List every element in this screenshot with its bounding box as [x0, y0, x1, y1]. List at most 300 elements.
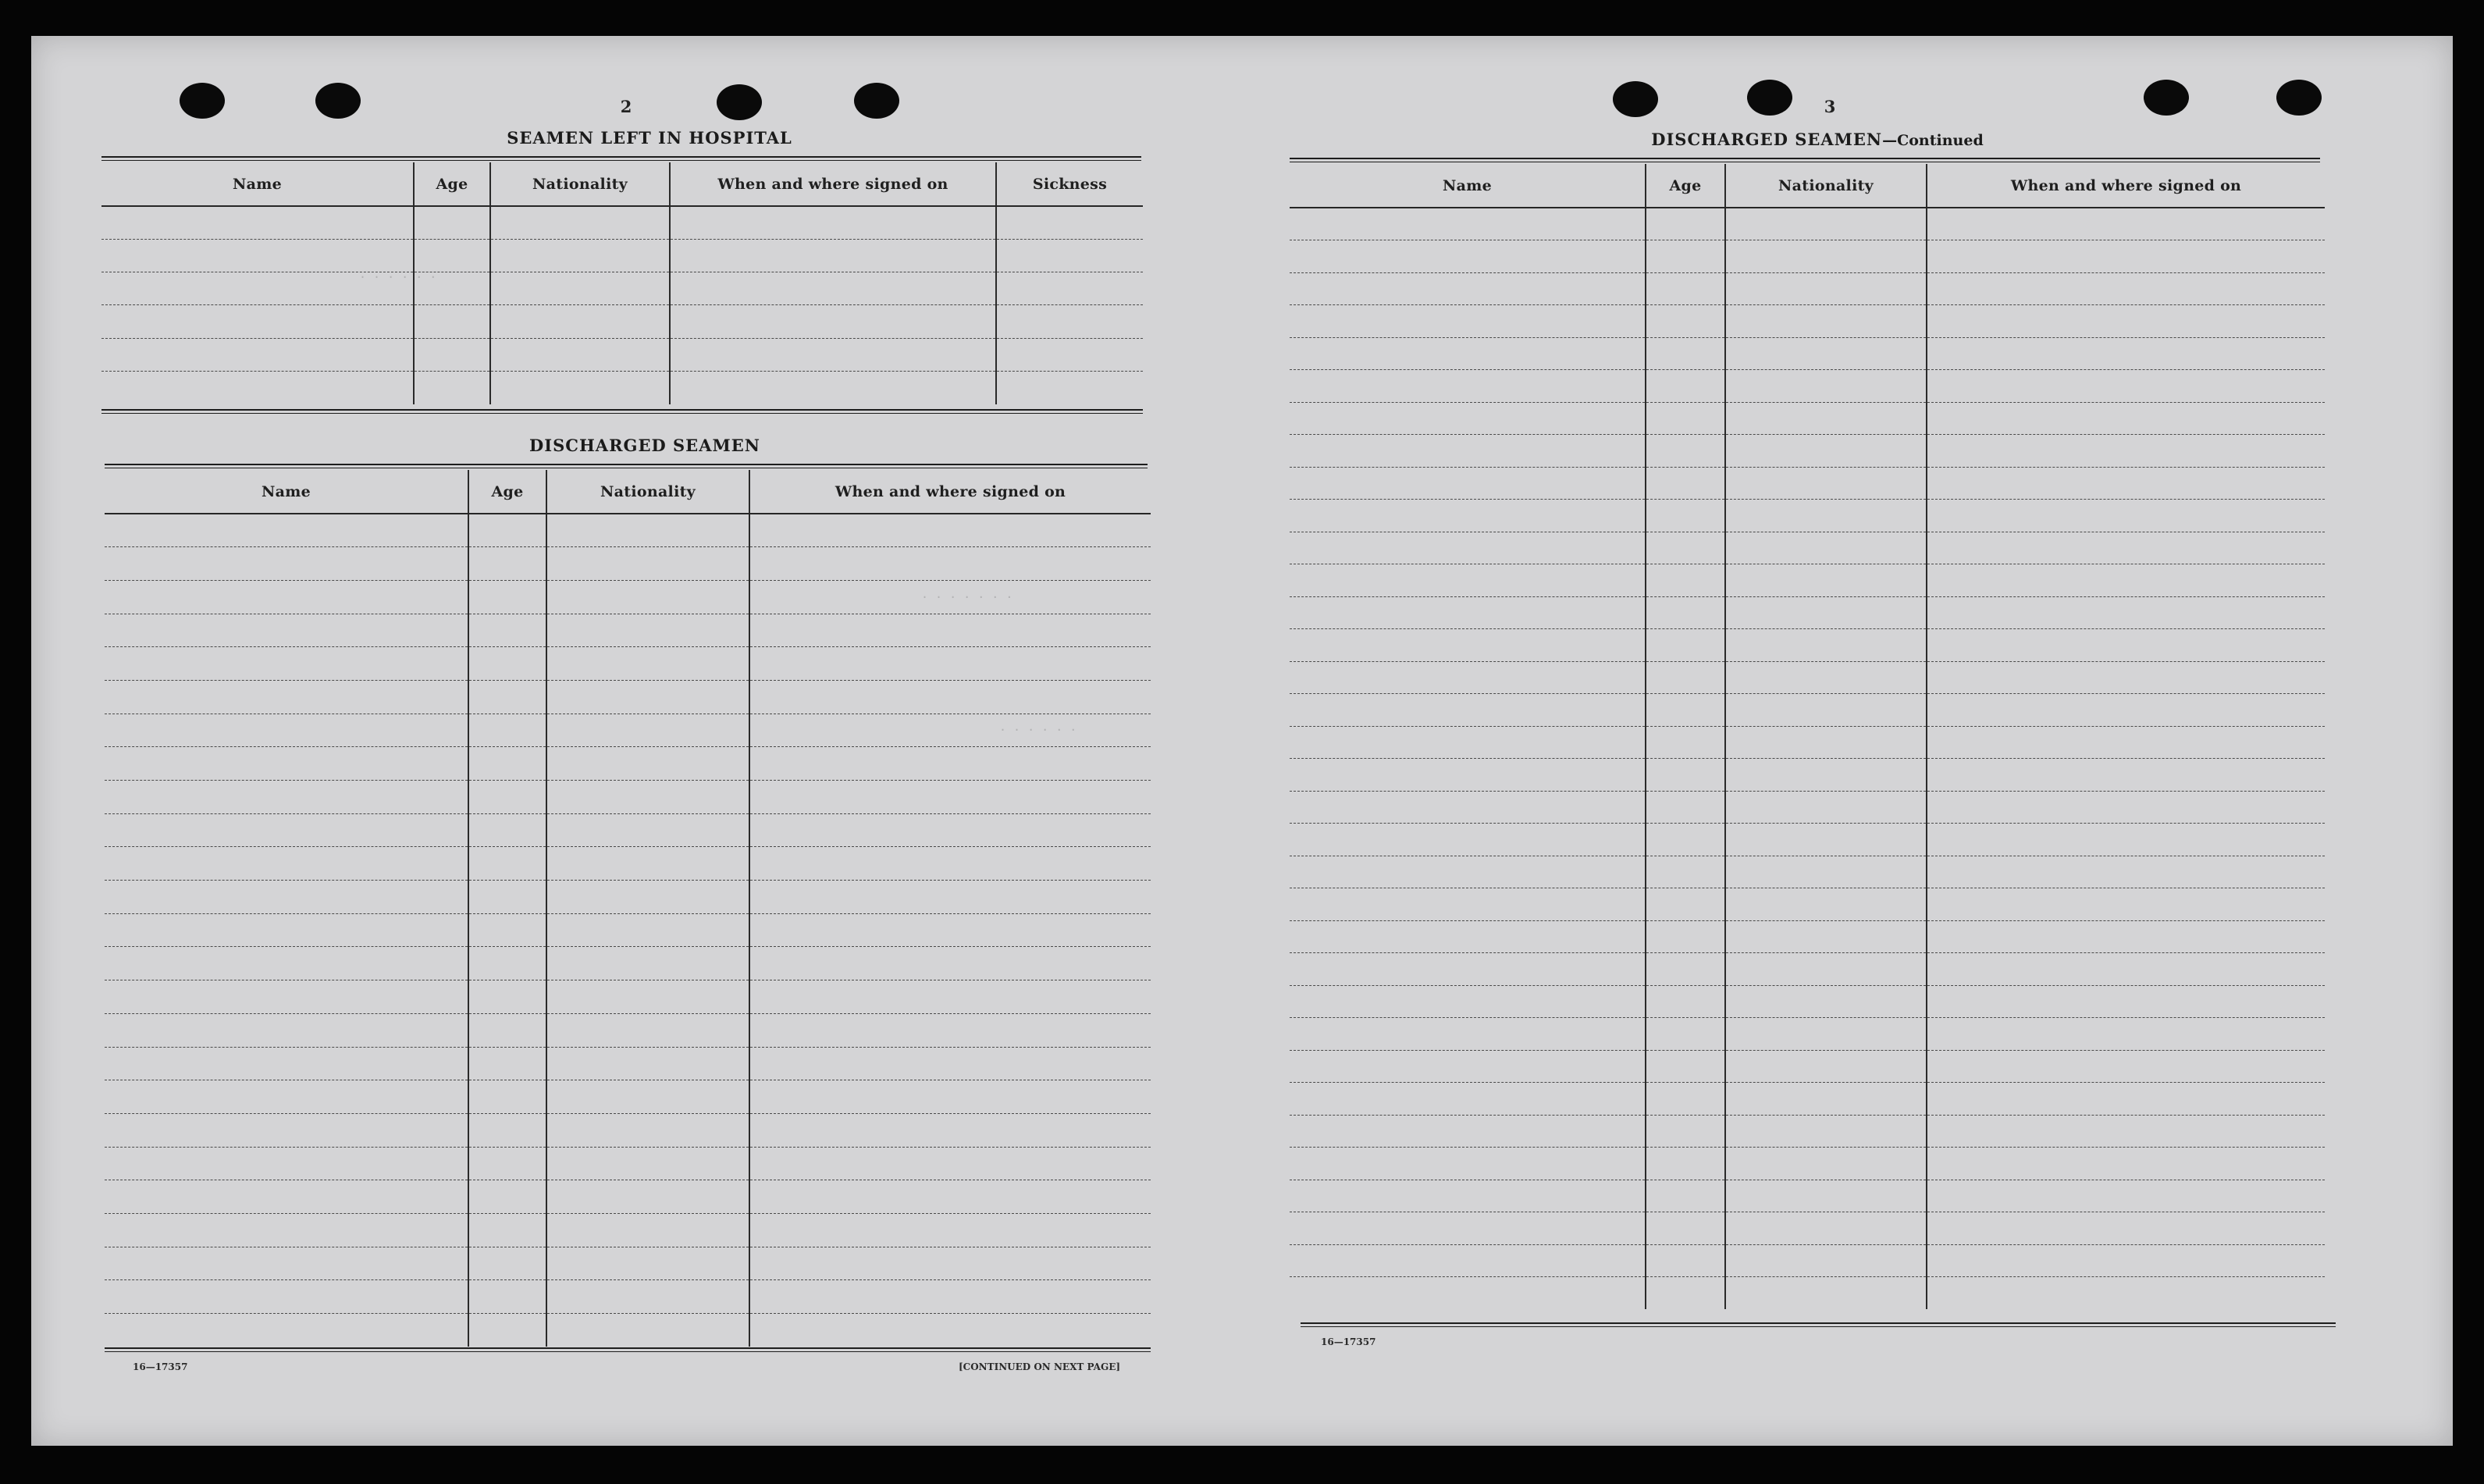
blank-entry-cell — [749, 980, 1151, 1014]
blank-entry-cell — [1290, 500, 1646, 532]
blank-entry-cell — [1646, 694, 1725, 727]
blank-entry-cell — [1646, 824, 1725, 856]
table-row — [105, 1147, 1151, 1180]
blank-entry-cell — [996, 371, 1143, 404]
blank-entry-cell — [105, 680, 468, 714]
blank-entry-cell — [1725, 824, 1927, 856]
table-row — [1290, 240, 2325, 273]
column-header: Sickness — [996, 162, 1143, 206]
blank-entry-cell — [1725, 1050, 1927, 1083]
blank-entry-cell — [1927, 856, 2325, 888]
blank-entry-cell — [749, 847, 1151, 881]
blank-entry-cell — [1927, 1018, 2325, 1051]
table-row — [105, 881, 1151, 914]
blank-entry-cell — [1927, 337, 2325, 370]
blank-entry-cell — [1927, 272, 2325, 305]
table-row — [1290, 985, 2325, 1018]
blank-entry-cell — [490, 338, 670, 371]
table-row — [1290, 1050, 2325, 1083]
blank-entry-cell — [749, 781, 1151, 814]
show-through-mark: · · · · · · · — [921, 590, 1013, 604]
blank-entry-cell — [468, 1113, 546, 1147]
blank-entry-cell — [1725, 402, 1927, 435]
blank-entry-cell — [1725, 1083, 1927, 1116]
table-row — [1290, 532, 2325, 564]
blank-entry-cell — [1290, 272, 1646, 305]
blank-entry-cell — [1646, 661, 1725, 694]
blank-entry-cell — [546, 1280, 749, 1314]
blank-entry-cell — [1646, 596, 1725, 629]
continued-note: [CONTINUED ON NEXT PAGE] — [959, 1361, 1121, 1372]
blank-entry-cell — [468, 580, 546, 614]
blank-entry-cell — [468, 680, 546, 714]
blank-entry-cell — [105, 714, 468, 747]
blank-entry-cell — [105, 1080, 468, 1114]
blank-entry-cell — [996, 272, 1143, 305]
blank-entry-cell — [749, 547, 1151, 581]
blank-entry-cell — [1927, 920, 2325, 953]
table-row — [1290, 759, 2325, 792]
blank-entry-cell — [105, 1247, 468, 1280]
table-row — [1290, 824, 2325, 856]
blank-entry-cell — [468, 714, 546, 747]
blank-entry-cell — [546, 1213, 749, 1247]
blank-entry-cell — [1725, 1277, 1927, 1310]
blank-entry-cell — [1927, 1050, 2325, 1083]
blank-entry-cell — [1927, 564, 2325, 597]
table-row — [1290, 1244, 2325, 1277]
table-row — [105, 1314, 1151, 1347]
table-row — [105, 980, 1151, 1014]
table-row — [105, 913, 1151, 947]
table-row — [1290, 402, 2325, 435]
table-row — [105, 1013, 1151, 1047]
blank-entry-cell — [749, 1247, 1151, 1280]
blank-entry-cell — [1646, 1244, 1725, 1277]
blank-entry-cell — [1725, 953, 1927, 986]
blank-entry-cell — [749, 714, 1151, 747]
blank-entry-cell — [468, 1047, 546, 1080]
table-row — [105, 947, 1151, 980]
blank-entry-cell — [996, 305, 1143, 338]
blank-entry-cell — [749, 913, 1151, 947]
column-header: When and where signed on — [749, 470, 1151, 514]
table-row — [1290, 500, 2325, 532]
blank-entry-cell — [1646, 1277, 1725, 1310]
table-row — [1290, 791, 2325, 824]
blank-entry-cell — [1290, 694, 1646, 727]
blank-entry-cell — [101, 305, 414, 338]
table-row — [105, 514, 1151, 547]
blank-entry-cell — [670, 371, 996, 404]
blank-entry-cell — [1646, 370, 1725, 403]
table-row — [105, 1047, 1151, 1080]
table-row — [1290, 596, 2325, 629]
blank-entry-cell — [105, 547, 468, 581]
blank-entry-cell — [1927, 596, 2325, 629]
blank-entry-cell — [749, 1047, 1151, 1080]
blank-entry-cell — [468, 847, 546, 881]
blank-entry-cell — [490, 239, 670, 272]
table-row — [105, 614, 1151, 647]
blank-entry-cell — [1927, 1180, 2325, 1212]
blank-entry-cell — [1290, 1180, 1646, 1212]
blank-entry-cell — [1725, 564, 1927, 597]
table-row — [1290, 564, 2325, 597]
blank-entry-cell — [749, 1013, 1151, 1047]
blank-entry-cell — [468, 647, 546, 681]
table-row — [1290, 1083, 2325, 1116]
table-row — [101, 239, 1143, 272]
blank-entry-cell — [1646, 272, 1725, 305]
blank-entry-cell — [546, 847, 749, 881]
blank-entry-cell — [1725, 694, 1927, 727]
column-header: Age — [414, 162, 490, 206]
blank-entry-cell — [105, 980, 468, 1014]
blank-entry-cell — [490, 206, 670, 239]
blank-entry-cell — [1646, 500, 1725, 532]
blank-entry-cell — [468, 913, 546, 947]
blank-entry-cell — [1646, 1180, 1725, 1212]
column-header: Name — [105, 470, 468, 514]
blank-entry-cell — [1290, 337, 1646, 370]
blank-entry-cell — [749, 647, 1151, 681]
blank-entry-cell — [1927, 208, 2325, 240]
blank-entry-cell — [1927, 305, 2325, 338]
blank-entry-cell — [105, 1280, 468, 1314]
table-row — [1290, 888, 2325, 921]
blank-entry-cell — [1927, 1148, 2325, 1180]
blank-entry-cell — [1927, 500, 2325, 532]
table-row — [105, 1213, 1151, 1247]
blank-entry-cell — [1290, 305, 1646, 338]
column-header: Name — [1290, 164, 1646, 208]
blank-entry-cell — [1646, 985, 1725, 1018]
blank-entry-cell — [1725, 1180, 1927, 1212]
blank-entry-cell — [1927, 467, 2325, 500]
blank-entry-cell — [1927, 1212, 2325, 1245]
discharged-bottom-rule — [105, 1347, 1151, 1352]
blank-entry-cell — [1725, 1244, 1927, 1277]
blank-entry-cell — [1290, 888, 1646, 921]
blank-entry-cell — [546, 747, 749, 781]
table-row — [101, 272, 1143, 305]
blank-entry-cell — [1927, 435, 2325, 468]
blank-entry-cell — [670, 239, 996, 272]
blank-entry-cell — [1290, 402, 1646, 435]
blank-entry-cell — [1290, 1212, 1646, 1245]
blank-entry-cell — [546, 913, 749, 947]
blank-entry-cell — [546, 1180, 749, 1214]
blank-entry-cell — [1290, 726, 1646, 759]
continued-title-rule — [1290, 158, 2320, 162]
blank-entry-cell — [105, 1113, 468, 1147]
table-row — [101, 305, 1143, 338]
blank-entry-cell — [1646, 1115, 1725, 1148]
table-row — [1290, 953, 2325, 986]
blank-entry-cell — [1646, 791, 1725, 824]
hospital-table — [101, 162, 1143, 404]
punch-hole — [854, 83, 899, 119]
blank-entry-cell — [1725, 467, 1927, 500]
blank-entry-cell — [1927, 240, 2325, 273]
blank-entry-cell — [414, 338, 490, 371]
blank-entry-cell — [749, 747, 1151, 781]
blank-entry-cell — [546, 1247, 749, 1280]
blank-entry-cell — [1290, 1115, 1646, 1148]
blank-entry-cell — [749, 514, 1151, 547]
discharged-section-title: DISCHARGED SEAMEN — [529, 436, 760, 455]
blank-entry-cell — [468, 1280, 546, 1314]
blank-entry-cell — [1927, 1083, 2325, 1116]
blank-entry-cell — [105, 1147, 468, 1180]
blank-entry-cell — [1290, 1277, 1646, 1310]
blank-entry-cell — [1290, 629, 1646, 662]
column-header: Nationality — [1725, 164, 1927, 208]
blank-entry-cell — [101, 206, 414, 239]
blank-entry-cell — [1725, 1148, 1927, 1180]
blank-entry-cell — [749, 1280, 1151, 1314]
blank-entry-cell — [101, 239, 414, 272]
blank-entry-cell — [105, 1213, 468, 1247]
blank-entry-cell — [468, 781, 546, 814]
blank-entry-cell — [468, 514, 546, 547]
table-row — [1290, 694, 2325, 727]
blank-entry-cell — [1646, 240, 1725, 273]
blank-entry-cell — [105, 1314, 468, 1347]
blank-entry-cell — [670, 305, 996, 338]
blank-entry-cell — [468, 1247, 546, 1280]
blank-entry-cell — [1646, 856, 1725, 888]
blank-entry-cell — [1927, 759, 2325, 792]
blank-entry-cell — [414, 305, 490, 338]
column-header: Nationality — [546, 470, 749, 514]
blank-entry-cell — [1290, 985, 1646, 1018]
table-row — [1290, 1277, 2325, 1310]
table-row — [1290, 1115, 2325, 1148]
blank-entry-cell — [468, 947, 546, 980]
blank-entry-cell — [1646, 435, 1725, 468]
blank-entry-cell — [749, 1147, 1151, 1180]
table-row — [105, 547, 1151, 581]
document-sheet — [31, 36, 2453, 1446]
blank-entry-cell — [1290, 1083, 1646, 1116]
blank-entry-cell — [1646, 759, 1725, 792]
blank-entry-cell — [546, 1113, 749, 1147]
blank-entry-cell — [1725, 888, 1927, 921]
blank-entry-cell — [1290, 532, 1646, 564]
form-number-right: 16—17357 — [1321, 1336, 1376, 1347]
table-row — [105, 647, 1151, 681]
blank-entry-cell — [490, 305, 670, 338]
blank-entry-cell — [105, 947, 468, 980]
blank-entry-cell — [1290, 1148, 1646, 1180]
blank-entry-cell — [1290, 208, 1646, 240]
blank-entry-cell — [1290, 953, 1646, 986]
blank-entry-cell — [414, 206, 490, 239]
blank-entry-cell — [1646, 888, 1725, 921]
blank-entry-cell — [546, 781, 749, 814]
table-row — [105, 1113, 1151, 1147]
blank-entry-cell — [1725, 629, 1927, 662]
table-row — [1290, 208, 2325, 240]
table-row — [1290, 726, 2325, 759]
table-row — [1290, 1180, 2325, 1212]
blank-entry-cell — [1725, 532, 1927, 564]
blank-entry-cell — [546, 580, 749, 614]
hospital-section-title: SEAMEN LEFT IN HOSPITAL — [507, 128, 792, 148]
table-row — [101, 371, 1143, 404]
table-row — [1290, 435, 2325, 468]
blank-entry-cell — [105, 747, 468, 781]
table-row — [105, 781, 1151, 814]
blank-entry-cell — [490, 371, 670, 404]
blank-entry-cell — [1725, 985, 1927, 1018]
blank-entry-cell — [1725, 1018, 1927, 1051]
blank-entry-cell — [749, 813, 1151, 847]
blank-entry-cell — [1646, 629, 1725, 662]
blank-entry-cell — [468, 1180, 546, 1214]
table-row — [105, 1247, 1151, 1280]
blank-entry-cell — [1646, 1212, 1725, 1245]
blank-entry-cell — [105, 514, 468, 547]
blank-entry-cell — [105, 647, 468, 681]
blank-entry-cell — [546, 1147, 749, 1180]
blank-entry-cell — [1646, 564, 1725, 597]
blank-entry-cell — [414, 239, 490, 272]
discharged-continued-title-main: DISCHARGED SEAMEN — [1651, 130, 1883, 149]
blank-entry-cell — [1290, 920, 1646, 953]
blank-entry-cell — [105, 847, 468, 881]
blank-entry-cell — [546, 881, 749, 914]
blank-entry-cell — [1725, 272, 1927, 305]
blank-entry-cell — [546, 514, 749, 547]
column-header: When and where signed on — [670, 162, 996, 206]
table-row — [101, 338, 1143, 371]
blank-entry-cell — [1646, 467, 1725, 500]
discharged-continued-title — [1651, 130, 1984, 149]
blank-entry-cell — [546, 547, 749, 581]
blank-entry-cell — [468, 813, 546, 847]
blank-entry-cell — [105, 813, 468, 847]
blank-entry-cell — [1646, 337, 1725, 370]
form-number-left: 16—17357 — [133, 1361, 188, 1372]
blank-entry-cell — [1646, 1083, 1725, 1116]
table-row — [1290, 1212, 2325, 1245]
blank-entry-cell — [105, 881, 468, 914]
blank-entry-cell — [1725, 337, 1927, 370]
continued-bottom-rule — [1301, 1322, 2336, 1327]
blank-entry-cell — [546, 1013, 749, 1047]
blank-entry-cell — [546, 947, 749, 980]
blank-entry-cell — [749, 1314, 1151, 1347]
blank-entry-cell — [1646, 953, 1725, 986]
blank-entry-cell — [105, 1047, 468, 1080]
punch-hole — [2144, 80, 2189, 116]
page-number-right: 3 — [1824, 97, 1836, 116]
blank-entry-cell — [1927, 402, 2325, 435]
blank-entry-cell — [105, 580, 468, 614]
blank-entry-cell — [996, 338, 1143, 371]
blank-entry-cell — [1290, 824, 1646, 856]
table-row — [1290, 661, 2325, 694]
blank-entry-cell — [1290, 759, 1646, 792]
blank-entry-cell — [1725, 208, 1927, 240]
blank-entry-cell — [105, 913, 468, 947]
blank-entry-cell — [1927, 1244, 2325, 1277]
blank-entry-cell — [996, 206, 1143, 239]
blank-entry-cell — [1927, 532, 2325, 564]
blank-entry-cell — [749, 947, 1151, 980]
blank-entry-cell — [749, 1180, 1151, 1214]
blank-entry-cell — [1646, 305, 1725, 338]
blank-entry-cell — [1927, 791, 2325, 824]
blank-entry-cell — [101, 371, 414, 404]
blank-entry-cell — [1290, 596, 1646, 629]
blank-entry-cell — [546, 1080, 749, 1114]
blank-entry-cell — [1290, 661, 1646, 694]
blank-entry-cell — [414, 371, 490, 404]
blank-entry-cell — [1646, 726, 1725, 759]
blank-entry-cell — [1290, 856, 1646, 888]
blank-entry-cell — [1725, 759, 1927, 792]
blank-entry-cell — [468, 881, 546, 914]
punch-hole — [2276, 80, 2322, 116]
blank-entry-cell — [546, 647, 749, 681]
blank-entry-cell — [1290, 240, 1646, 273]
blank-entry-cell — [468, 1013, 546, 1047]
blank-entry-cell — [1725, 435, 1927, 468]
blank-entry-cell — [468, 547, 546, 581]
blank-entry-cell — [546, 1047, 749, 1080]
table-row — [1290, 1018, 2325, 1051]
blank-entry-cell — [1725, 661, 1927, 694]
blank-entry-cell — [1927, 661, 2325, 694]
blank-entry-cell — [1646, 402, 1725, 435]
punch-hole — [1747, 80, 1792, 116]
blank-entry-cell — [546, 714, 749, 747]
blank-entry-cell — [1646, 920, 1725, 953]
discharged-continued-title-suffix: —Continued — [1882, 132, 1984, 149]
table-row — [1290, 856, 2325, 888]
blank-entry-cell — [670, 206, 996, 239]
blank-entry-cell — [105, 614, 468, 647]
table-row — [105, 1280, 1151, 1314]
punch-hole — [180, 83, 225, 119]
table-row — [1290, 370, 2325, 403]
blank-entry-cell — [1927, 1277, 2325, 1310]
punch-hole — [717, 84, 762, 120]
hospital-title-rule — [101, 156, 1141, 161]
blank-entry-cell — [1927, 1115, 2325, 1148]
table-row — [1290, 920, 2325, 953]
blank-entry-cell — [1927, 726, 2325, 759]
table-row — [1290, 467, 2325, 500]
blank-entry-cell — [1725, 240, 1927, 273]
blank-entry-cell — [105, 1013, 468, 1047]
blank-entry-cell — [1646, 1148, 1725, 1180]
blank-entry-cell — [468, 1147, 546, 1180]
blank-entry-cell — [749, 1080, 1151, 1114]
blank-entry-cell — [1290, 1018, 1646, 1051]
blank-entry-cell — [1725, 370, 1927, 403]
blank-entry-cell — [1725, 856, 1927, 888]
blank-entry-cell — [1290, 467, 1646, 500]
blank-entry-cell — [101, 338, 414, 371]
blank-entry-cell — [468, 980, 546, 1014]
blank-entry-cell — [468, 614, 546, 647]
blank-entry-cell — [1927, 370, 2325, 403]
